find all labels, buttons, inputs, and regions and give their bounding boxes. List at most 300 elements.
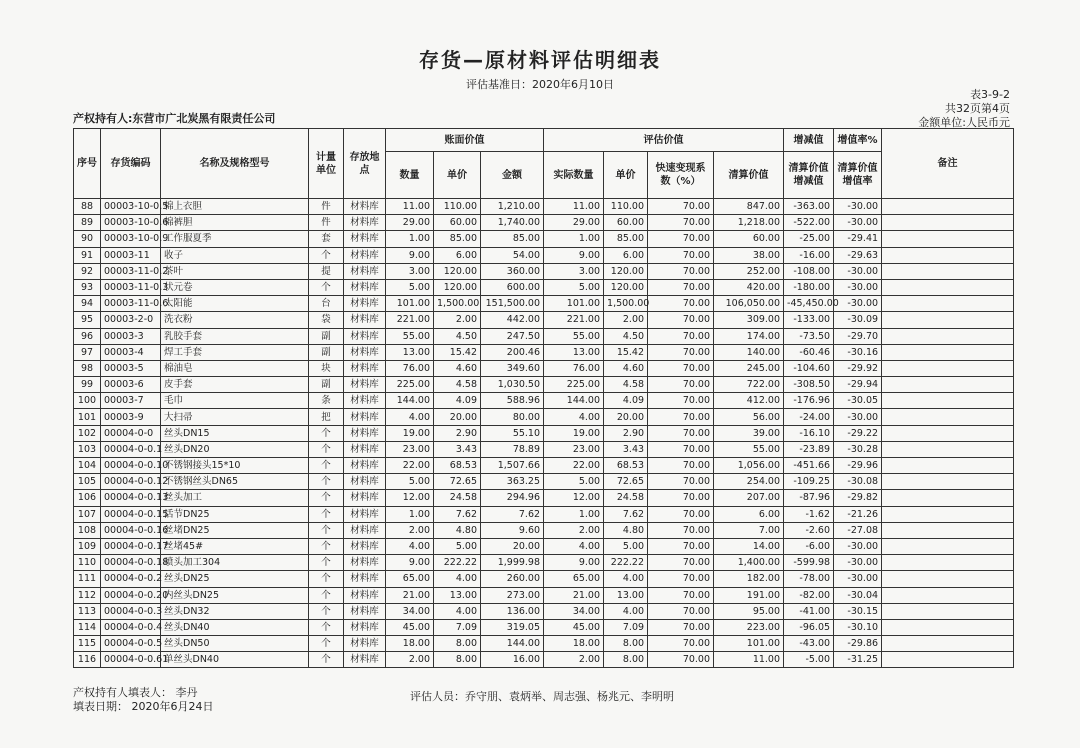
cell-location: 材料库 [344,538,386,554]
cell-seq: 89 [74,215,101,231]
cell-location: 材料库 [344,441,386,457]
table-row [74,652,1014,668]
cell-liquidation-coefficient: 70.00 [648,312,714,328]
cell-location: 材料库 [344,587,386,603]
cell-location: 材料库 [344,490,386,506]
cell-unit: 块 [309,360,344,376]
cell-book-qty: 2.00 [386,522,434,538]
cell-seq: 96 [74,328,101,344]
cell-book-price: 120.00 [434,263,481,279]
cell-actual-qty: 225.00 [544,377,604,393]
cell-book-price: 1,500.00 [434,296,481,312]
cell-unit: 个 [309,619,344,635]
cell-liquidation-coefficient: 70.00 [648,263,714,279]
cell-appraised-price: 13.00 [604,587,648,603]
cell-book-amount: 260.00 [481,571,544,587]
cell-remark [882,296,1014,312]
table-row [74,360,1014,376]
cell-rate: -29.70 [834,328,882,344]
cell-location: 材料库 [344,247,386,263]
header-liquidation-rate: 清算价值增值率 [834,152,882,199]
cell-seq: 98 [74,360,101,376]
cell-seq: 115 [74,636,101,652]
table-row [74,538,1014,554]
cell-liquidation-value: 38.00 [714,247,784,263]
cell-liquidation-value: 412.00 [714,393,784,409]
cell-unit: 个 [309,652,344,668]
cell-remark [882,587,1014,603]
cell-increase: -180.00 [784,279,834,295]
cell-liquidation-coefficient: 70.00 [648,296,714,312]
header-rate: 增值率% [834,129,882,152]
cell-seq: 113 [74,603,101,619]
cell-unit: 个 [309,538,344,554]
cell-actual-qty: 23.00 [544,441,604,457]
cell-appraised-price: 15.42 [604,344,648,360]
cell-book-qty: 55.00 [386,328,434,344]
cell-name: 丝堵DN25 [161,522,309,538]
cell-code: 00003-6 [101,377,161,393]
cell-remark [882,344,1014,360]
cell-seq: 108 [74,522,101,538]
cell-location: 材料库 [344,279,386,295]
cell-book-amount: 85.00 [481,231,544,247]
cell-code: 00003-2-0 [101,312,161,328]
cell-book-qty: 2.00 [386,652,434,668]
cell-unit: 个 [309,474,344,490]
cell-seq: 99 [74,377,101,393]
cell-increase: -1.62 [784,506,834,522]
header-book-value: 账面价值 [386,129,544,152]
cell-unit: 副 [309,377,344,393]
cell-appraised-price: 1,500.00 [604,296,648,312]
cell-increase: -599.98 [784,555,834,571]
cell-book-price: 2.00 [434,312,481,328]
cell-name: 棉上衣胆 [161,199,309,215]
cell-book-qty: 13.00 [386,344,434,360]
cell-appraised-price: 5.00 [604,538,648,554]
header-qty: 数量 [386,152,434,199]
cell-unit: 个 [309,279,344,295]
cell-book-price: 4.50 [434,328,481,344]
cell-code: 00004-0-0.20 [101,587,161,603]
cell-unit: 提 [309,263,344,279]
cell-unit: 件 [309,215,344,231]
fill-date: 填表日期： 2020年6月24日 [73,700,214,713]
cell-increase: -133.00 [784,312,834,328]
cell-name: 太阳能 [161,296,309,312]
cell-unit: 袋 [309,312,344,328]
cell-increase: -23.89 [784,441,834,457]
cell-book-qty: 3.00 [386,263,434,279]
cell-seq: 100 [74,393,101,409]
cell-name: 丝头DN32 [161,603,309,619]
table-row [74,474,1014,490]
cell-code: 00004-0-0.61 [101,652,161,668]
cell-book-amount: 1,507.66 [481,458,544,474]
cell-book-price: 4.80 [434,522,481,538]
cell-seq: 88 [74,199,101,215]
cell-name: 不锈钢丝头DN65 [161,474,309,490]
cell-code: 00003-11 [101,247,161,263]
cell-book-qty: 76.00 [386,360,434,376]
cell-liquidation-coefficient: 70.00 [648,425,714,441]
cell-rate: -30.00 [834,555,882,571]
cell-book-amount: 1,030.50 [481,377,544,393]
cell-liquidation-value: 7.00 [714,522,784,538]
cell-book-amount: 360.00 [481,263,544,279]
cell-code: 00004-0-0.1 [101,441,161,457]
cell-appraised-price: 8.00 [604,652,648,668]
cell-code: 00004-0-0.17 [101,538,161,554]
cell-book-amount: 54.00 [481,247,544,263]
cell-liquidation-value: 847.00 [714,199,784,215]
cell-book-qty: 5.00 [386,474,434,490]
cell-remark [882,636,1014,652]
currency-unit: 金额单位:人民币元 [918,116,1010,129]
cell-actual-qty: 18.00 [544,636,604,652]
cell-remark [882,247,1014,263]
cell-name: 乳胶手套 [161,328,309,344]
cell-actual-qty: 11.00 [544,199,604,215]
cell-liquidation-coefficient: 70.00 [648,393,714,409]
cell-book-qty: 4.00 [386,538,434,554]
cell-remark [882,360,1014,376]
table-row [74,279,1014,295]
cell-location: 材料库 [344,571,386,587]
cell-book-amount: 136.00 [481,603,544,619]
cell-rate: -30.00 [834,263,882,279]
cell-unit: 台 [309,296,344,312]
cell-remark [882,215,1014,231]
cell-book-price: 85.00 [434,231,481,247]
cell-location: 材料库 [344,393,386,409]
cell-code: 00004-0-0.4 [101,619,161,635]
cell-book-qty: 18.00 [386,636,434,652]
header-liquidation-value: 清算价值 [714,152,784,199]
cell-location: 材料库 [344,377,386,393]
table-number: 表3-9-2 [970,88,1010,101]
cell-book-qty: 11.00 [386,199,434,215]
cell-rate: -30.00 [834,279,882,295]
table-row [74,231,1014,247]
table-row [74,215,1014,231]
cell-liquidation-coefficient: 70.00 [648,458,714,474]
header-name: 名称及规格型号 [161,129,309,199]
cell-actual-qty: 5.00 [544,474,604,490]
cell-liquidation-coefficient: 70.00 [648,441,714,457]
table-row [74,636,1014,652]
cell-appraised-price: 2.90 [604,425,648,441]
cell-appraised-price: 4.58 [604,377,648,393]
cell-remark [882,328,1014,344]
cell-remark [882,619,1014,635]
cell-book-price: 15.42 [434,344,481,360]
table-row [74,522,1014,538]
cell-increase: -43.00 [784,636,834,652]
cell-rate: -21.26 [834,506,882,522]
cell-code: 00003-11-0.3 [101,279,161,295]
cell-seq: 107 [74,506,101,522]
cell-unit: 个 [309,247,344,263]
cell-book-qty: 9.00 [386,247,434,263]
cell-liquidation-value: 11.00 [714,652,784,668]
cell-location: 材料库 [344,522,386,538]
cell-remark [882,603,1014,619]
cell-liquidation-coefficient: 70.00 [648,636,714,652]
cell-name: 棉裤胆 [161,215,309,231]
cell-liquidation-coefficient: 70.00 [648,555,714,571]
cell-location: 材料库 [344,215,386,231]
table-row [74,458,1014,474]
cell-seq: 92 [74,263,101,279]
table-row [74,555,1014,571]
header-code: 存货编码 [101,129,161,199]
cell-name: 丝头DN25 [161,571,309,587]
cell-book-qty: 101.00 [386,296,434,312]
cell-liquidation-value: 39.00 [714,425,784,441]
cell-seq: 101 [74,409,101,425]
cell-seq: 93 [74,279,101,295]
cell-liquidation-value: 207.00 [714,490,784,506]
cell-name: 活节DN25 [161,506,309,522]
table-row [74,247,1014,263]
cell-actual-qty: 55.00 [544,328,604,344]
cell-name: 丝头DN50 [161,636,309,652]
cell-actual-qty: 76.00 [544,360,604,376]
cell-code: 00004-0-0.13 [101,490,161,506]
cell-unit: 副 [309,344,344,360]
cell-remark [882,538,1014,554]
cell-code: 00003-10-0.6 [101,215,161,231]
cell-remark [882,441,1014,457]
cell-appraised-price: 3.43 [604,441,648,457]
cell-code: 00004-0-0 [101,425,161,441]
cell-appraised-price: 4.00 [604,603,648,619]
cell-remark [882,506,1014,522]
cell-book-qty: 9.00 [386,555,434,571]
cell-book-price: 8.00 [434,652,481,668]
cell-liquidation-coefficient: 70.00 [648,409,714,425]
cell-book-amount: 363.25 [481,474,544,490]
cell-increase: -96.05 [784,619,834,635]
cell-liquidation-coefficient: 70.00 [648,652,714,668]
cell-code: 00004-0-0.10 [101,458,161,474]
cell-unit: 个 [309,522,344,538]
cell-name: 棉油皂 [161,360,309,376]
cell-book-qty: 225.00 [386,377,434,393]
cell-code: 00004-0-0.18 [101,555,161,571]
cell-liquidation-value: 1,218.00 [714,215,784,231]
cell-increase: -176.96 [784,393,834,409]
cell-book-qty: 29.00 [386,215,434,231]
cell-increase: -5.00 [784,652,834,668]
cell-name: 喷头加工304 [161,555,309,571]
cell-liquidation-coefficient: 70.00 [648,619,714,635]
cell-remark [882,474,1014,490]
cell-increase: -522.00 [784,215,834,231]
cell-book-amount: 442.00 [481,312,544,328]
cell-rate: -29.63 [834,247,882,263]
cell-appraised-price: 110.00 [604,199,648,215]
cell-book-qty: 45.00 [386,619,434,635]
cell-remark [882,231,1014,247]
cell-unit: 副 [309,328,344,344]
cell-seq: 95 [74,312,101,328]
cell-seq: 105 [74,474,101,490]
cell-remark [882,263,1014,279]
cell-book-price: 222.22 [434,555,481,571]
header-location: 存放地点 [344,129,386,199]
cell-liquidation-value: 420.00 [714,279,784,295]
cell-location: 材料库 [344,458,386,474]
cell-name: 不锈钢接头15*10 [161,458,309,474]
cell-increase: -6.00 [784,538,834,554]
cell-actual-qty: 2.00 [544,522,604,538]
cell-actual-qty: 19.00 [544,425,604,441]
cell-book-price: 24.58 [434,490,481,506]
cell-actual-qty: 65.00 [544,571,604,587]
cell-name: 丝头DN40 [161,619,309,635]
cell-unit: 把 [309,409,344,425]
cell-liquidation-value: 106,050.00 [714,296,784,312]
cell-increase: -25.00 [784,231,834,247]
cell-seq: 90 [74,231,101,247]
cell-code: 00003-3 [101,328,161,344]
cell-seq: 106 [74,490,101,506]
cell-rate: -30.16 [834,344,882,360]
page-info: 共32页第4页 [945,102,1010,115]
cell-actual-qty: 21.00 [544,587,604,603]
cell-name: 大扫帚 [161,409,309,425]
header-remark: 备注 [882,129,1014,199]
cell-increase: -308.50 [784,377,834,393]
cell-code: 00003-7 [101,393,161,409]
cell-liquidation-coefficient: 70.00 [648,587,714,603]
header-price: 单价 [434,152,481,199]
cell-location: 材料库 [344,474,386,490]
cell-appraised-price: 4.09 [604,393,648,409]
cell-liquidation-value: 1,400.00 [714,555,784,571]
cell-liquidation-value: 140.00 [714,344,784,360]
cell-name: 单丝头DN40 [161,652,309,668]
table-row [74,506,1014,522]
cell-book-amount: 55.10 [481,425,544,441]
cell-rate: -29.96 [834,458,882,474]
cell-code: 00003-5 [101,360,161,376]
cell-increase: -363.00 [784,199,834,215]
inventory-table [73,128,1014,668]
cell-liquidation-coefficient: 70.00 [648,506,714,522]
cell-seq: 110 [74,555,101,571]
cell-book-amount: 1,740.00 [481,215,544,231]
cell-rate: -30.10 [834,619,882,635]
cell-appraised-price: 4.00 [604,571,648,587]
cell-location: 材料库 [344,296,386,312]
cell-book-price: 4.00 [434,603,481,619]
table-row [74,619,1014,635]
cell-code: 00003-11-0.2 [101,263,161,279]
cell-increase: -16.10 [784,425,834,441]
cell-code: 00004-0-0.2 [101,571,161,587]
cell-liquidation-coefficient: 70.00 [648,247,714,263]
cell-book-amount: 600.00 [481,279,544,295]
cell-actual-qty: 12.00 [544,490,604,506]
cell-book-price: 20.00 [434,409,481,425]
cell-book-amount: 1,210.00 [481,199,544,215]
form-filler: 产权持有人填表人： 李丹 [73,686,198,699]
cell-book-amount: 588.96 [481,393,544,409]
cell-book-price: 2.90 [434,425,481,441]
cell-seq: 111 [74,571,101,587]
cell-unit: 个 [309,458,344,474]
header-increase: 增减值 [784,129,834,152]
cell-liquidation-value: 722.00 [714,377,784,393]
cell-actual-qty: 4.00 [544,409,604,425]
cell-name: 丝堵45# [161,538,309,554]
cell-unit: 件 [309,199,344,215]
table-row [74,263,1014,279]
cell-liquidation-coefficient: 70.00 [648,538,714,554]
cell-book-amount: 144.00 [481,636,544,652]
cell-appraised-price: 8.00 [604,636,648,652]
cell-book-amount: 9.60 [481,522,544,538]
cell-name: 内丝头DN25 [161,587,309,603]
cell-name: 洗衣粉 [161,312,309,328]
cell-book-price: 5.00 [434,538,481,554]
cell-unit: 个 [309,571,344,587]
cell-name: 焊工手套 [161,344,309,360]
cell-book-price: 7.62 [434,506,481,522]
cell-book-price: 60.00 [434,215,481,231]
cell-code: 00003-9 [101,409,161,425]
cell-increase: -87.96 [784,490,834,506]
cell-liquidation-coefficient: 70.00 [648,231,714,247]
cell-name: 丝头加工 [161,490,309,506]
cell-liquidation-coefficient: 70.00 [648,603,714,619]
cell-seq: 103 [74,441,101,457]
cell-liquidation-coefficient: 70.00 [648,328,714,344]
cell-liquidation-value: 6.00 [714,506,784,522]
cell-increase: -82.00 [784,587,834,603]
cell-appraised-price: 24.58 [604,490,648,506]
cell-unit: 个 [309,506,344,522]
cell-book-qty: 5.00 [386,279,434,295]
cell-liquidation-coefficient: 70.00 [648,279,714,295]
cell-rate: -29.82 [834,490,882,506]
cell-remark [882,555,1014,571]
cell-liquidation-coefficient: 70.00 [648,474,714,490]
header-amount: 金额 [481,152,544,199]
cell-code: 00003-10-0.9 [101,231,161,247]
cell-liquidation-value: 1,056.00 [714,458,784,474]
cell-book-price: 4.00 [434,571,481,587]
cell-name: 茶叶 [161,263,309,279]
cell-seq: 91 [74,247,101,263]
cell-book-amount: 273.00 [481,587,544,603]
cell-code: 00004-0-0.5 [101,636,161,652]
cell-book-price: 72.65 [434,474,481,490]
cell-book-price: 110.00 [434,199,481,215]
cell-actual-qty: 3.00 [544,263,604,279]
cell-remark [882,425,1014,441]
cell-location: 材料库 [344,619,386,635]
header-liquidation-increase: 清算价值增减值 [784,152,834,199]
cell-liquidation-coefficient: 70.00 [648,490,714,506]
cell-appraised-price: 7.62 [604,506,648,522]
cell-appraised-price: 4.80 [604,522,648,538]
cell-increase: -73.50 [784,328,834,344]
